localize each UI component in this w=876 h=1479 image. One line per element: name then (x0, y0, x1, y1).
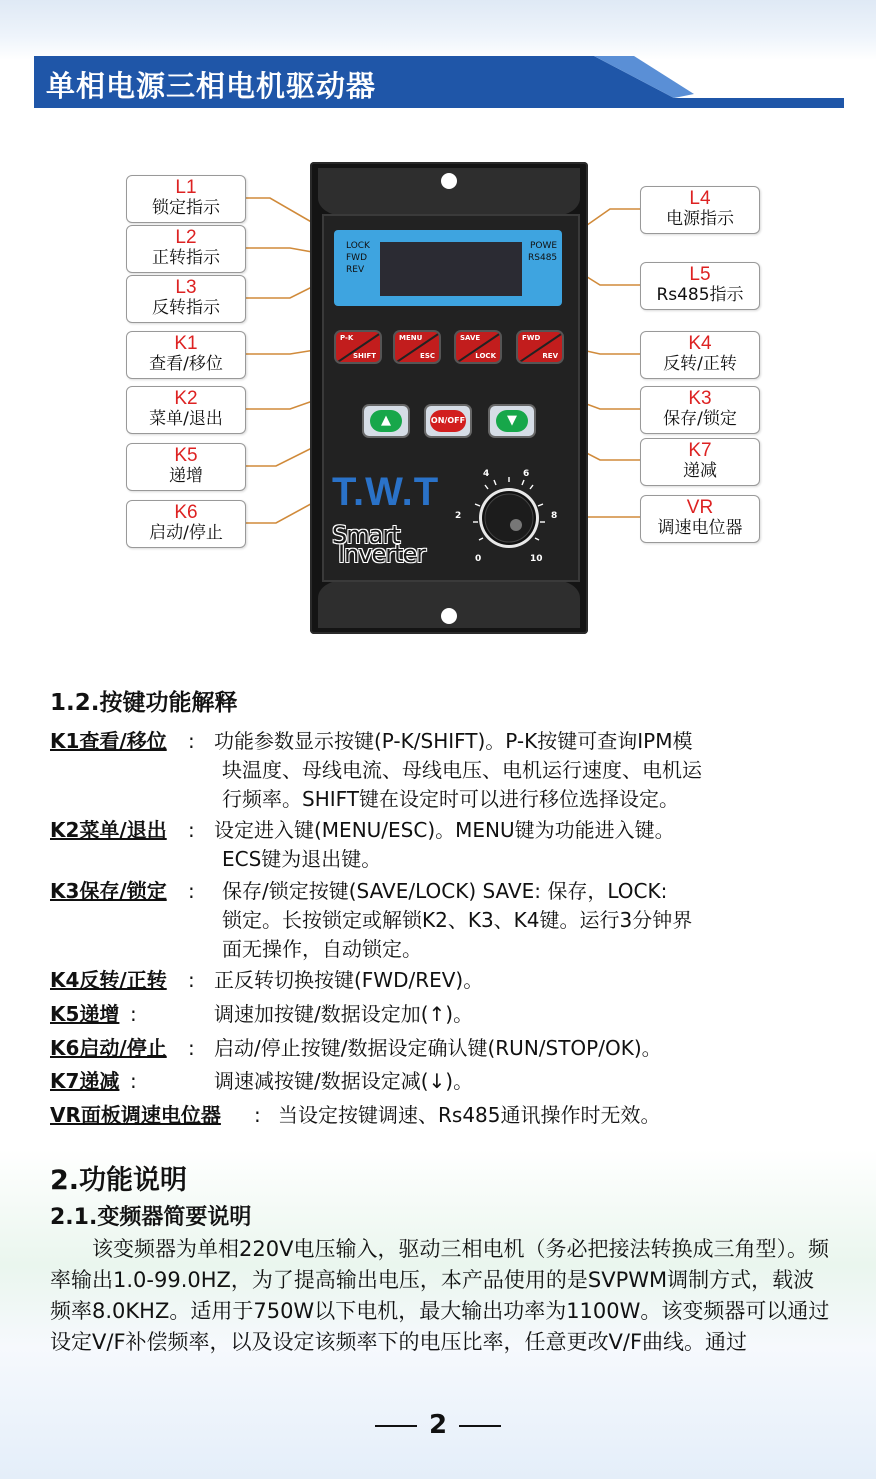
callout-desc: 递减 (683, 461, 717, 481)
callout-k5 (126, 443, 246, 491)
definition-line: ECS键为退出键。 (222, 847, 382, 871)
definition-row-k4 (50, 966, 840, 996)
dial-number: 6 (523, 469, 530, 479)
key-bottom-label: SHIFT (352, 352, 376, 360)
page-number-dash (459, 1425, 501, 1427)
definition-term: K4反转/正转 (50, 968, 167, 992)
definition-term: K7递减 (50, 1069, 120, 1093)
brand-subtitle-smart: Smart (332, 521, 400, 549)
definition-line: 行频率。SHIFT键在设定时可以进行移位选择设定。 (222, 787, 680, 811)
callout-desc: 调速电位器 (657, 518, 743, 538)
page-number-dash (375, 1425, 417, 1427)
definition-line: 调速加按键/数据设定加(↑)。 (214, 1002, 474, 1026)
definition-row-vr (50, 1101, 840, 1131)
definition-line: 调速减按键/数据设定减(↓)。 (214, 1069, 474, 1093)
callout-desc: 反转/正转 (663, 354, 737, 374)
callout-code: L1 (175, 177, 197, 198)
down-button[interactable] (490, 406, 534, 436)
down-arrow-icon: ▼ (496, 410, 528, 432)
speed-dial-knob[interactable] (464, 468, 554, 568)
callout-desc: 菜单/退出 (149, 409, 223, 429)
callout-code: K7 (688, 440, 712, 461)
lcd-label-rev: REV (346, 265, 365, 275)
on-off-label: ON/OFF (430, 410, 466, 432)
page-number (0, 1410, 876, 1440)
callout-code: L2 (175, 227, 197, 248)
callout-k3 (640, 386, 760, 434)
key-bottom-label: ESC (420, 352, 435, 360)
callout-l5 (640, 262, 760, 310)
brand-logo: T.W.T (332, 470, 440, 514)
subsection-heading: 2.1.变频器简要说明 (50, 1205, 252, 1230)
lcd-label-power: POWE (530, 241, 558, 251)
key-top-label: MENU (399, 334, 423, 342)
definition-line: 当设定按键调速、Rs485通讯操作时无效。 (278, 1103, 661, 1127)
mount-hole-bottom (441, 608, 457, 624)
brand-subtitle-inverter: Inverter (338, 540, 426, 568)
callout-code: VR (686, 497, 714, 518)
definition-row-k6 (50, 1034, 840, 1064)
page-number-value: 2 (428, 1410, 448, 1440)
callout-desc: Rs485指示 (656, 285, 744, 305)
callout-k6 (126, 500, 246, 548)
callout-l2 (126, 225, 246, 273)
definition-line: 启动/停止按键/数据设定确认键(RUN/STOP/OK)。 (214, 1036, 662, 1060)
menu-esc-button[interactable] (395, 332, 439, 362)
definition-sep: : (130, 1069, 137, 1093)
save-lock-button[interactable] (456, 332, 500, 362)
callout-desc: 查看/移位 (149, 354, 223, 374)
dial-number: 8 (551, 511, 558, 521)
dial-number: 10 (530, 554, 543, 564)
callout-k7 (640, 438, 760, 486)
definition-line: 功能参数显示按键(P-K/SHIFT)。P-K按键可查询IPM模 (214, 729, 693, 753)
callout-code: K4 (688, 333, 712, 354)
definition-term: K5递增 (50, 1002, 120, 1026)
dial-number: 2 (455, 511, 462, 521)
definition-sep: : (188, 879, 195, 903)
definition-term: K1查看/移位 (50, 729, 167, 753)
definition-row-k3 (50, 877, 840, 967)
definition-line: 正反转切换按键(FWD/REV)。 (214, 968, 484, 992)
definition-row-k5 (50, 1000, 840, 1030)
key-top-label: P-K (340, 334, 354, 342)
lcd-label-lock: LOCK (346, 241, 370, 251)
lcd-label-rs485: RS485 (528, 253, 558, 263)
definition-row-k7 (50, 1067, 840, 1097)
definition-term: K6启动/停止 (50, 1036, 167, 1060)
callout-code: K3 (688, 388, 712, 409)
key-bottom-label: LOCK (475, 352, 496, 360)
page-title: 单相电源三相电机驱动器 (46, 69, 377, 103)
definition-row-k2 (50, 816, 840, 876)
callout-code: K1 (174, 333, 198, 354)
body-paragraph: 该变频器为单相220V电压输入，驱动三相电机（务必把接法转换成三角型）。频率输出1.0-99.0HZ，为了提高输出电压，本产品使用的是SVPWM调制方式，载波频率8.0KHZ。适用于750W以下电机，最大输出功率为1100W。该变频器可以通过设定V/F补偿频率，以及设定该频率下的电压比率，任意更改V/F曲线。通过 (50, 1237, 830, 1354)
callout-desc: 反转指示 (152, 298, 220, 318)
definition-row-k1 (50, 727, 840, 817)
lcd-label-fwd: FWD (346, 253, 368, 263)
callout-code: L3 (175, 277, 197, 298)
mount-hole-top (441, 173, 457, 189)
up-arrow-icon: ▲ (370, 410, 402, 432)
callout-vr (640, 495, 760, 543)
callout-l1 (126, 175, 246, 223)
key-bottom-label: REV (542, 352, 558, 360)
definition-sep: : (188, 968, 195, 992)
definition-sep: : (188, 1036, 195, 1060)
callout-k4 (640, 331, 760, 379)
dial-number: 4 (483, 469, 490, 479)
callout-desc: 电源指示 (666, 209, 734, 229)
definition-sep: : (254, 1103, 261, 1127)
definition-line: 块温度、母线电流、母线电压、电机运行速度、电机运 (222, 758, 702, 782)
definition-line: 面无操作，自动锁定。 (222, 937, 422, 961)
callout-desc: 启动/停止 (149, 523, 223, 543)
pk-shift-button[interactable] (336, 332, 380, 362)
callout-desc: 保存/锁定 (663, 409, 737, 429)
definition-term: K3保存/锁定 (50, 879, 167, 903)
definition-term: VR面板调速电位器 (50, 1103, 221, 1127)
callout-code: K6 (174, 502, 198, 523)
section-heading: 1.2.按键功能解释 (50, 690, 238, 716)
definition-sep: : (188, 729, 195, 753)
callout-l3 (126, 275, 246, 323)
callout-code: L4 (689, 188, 711, 209)
lcd-display (380, 242, 522, 296)
dial-number: 0 (475, 554, 482, 564)
definition-line: 锁定。长按锁定或解锁K2、K3、K4键。运行3分钟界 (222, 908, 693, 932)
callout-desc: 正转指示 (152, 248, 220, 268)
section-heading: 2.功能说明 (50, 1165, 188, 1196)
key-top-label: FWD (522, 334, 541, 342)
callout-k1 (126, 331, 246, 379)
definition-line: 保存/锁定按键(SAVE/LOCK) SAVE: 保存，LOCK: (222, 879, 668, 903)
callout-code: K5 (174, 445, 198, 466)
callout-desc: 递增 (169, 466, 203, 486)
callout-l4 (640, 186, 760, 234)
callout-code: L5 (689, 264, 711, 285)
callout-code: K2 (174, 388, 198, 409)
callout-k2 (126, 386, 246, 434)
key-top-label: SAVE (460, 334, 481, 342)
fwd-rev-button[interactable] (518, 332, 562, 362)
definition-line: 设定进入键(MENU/ESC)。MENU键为功能进入键。 (214, 818, 675, 842)
definition-sep: : (130, 1002, 137, 1026)
up-button[interactable] (364, 406, 408, 436)
definition-term: K2菜单/退出 (50, 818, 167, 842)
callout-desc: 锁定指示 (152, 198, 220, 218)
on-off-button[interactable] (426, 406, 470, 436)
definition-sep: : (188, 818, 195, 842)
